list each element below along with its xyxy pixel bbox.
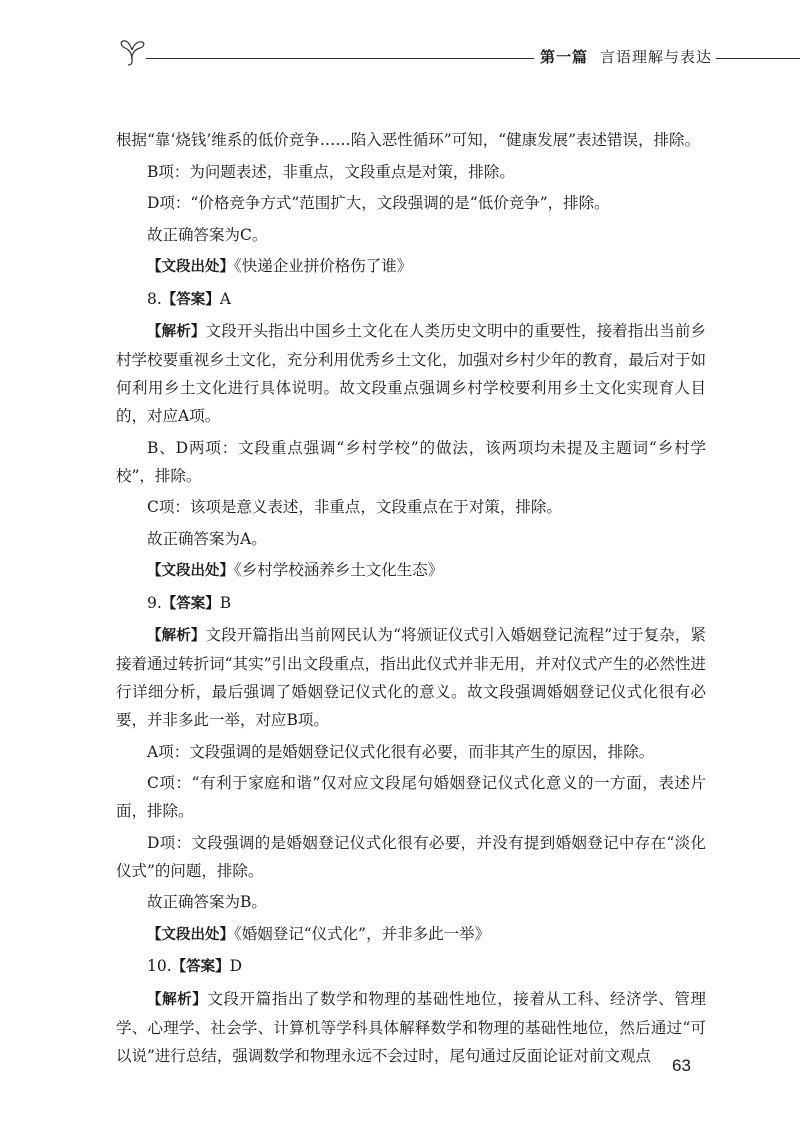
paragraph-text: 文段开篇指出当前网民认为“将颁证仪式引入婚姻登记流程”过于复杂，紧接着通过转折词“其实”引出文段重点，指出此仪式并非无用，并对仪式产生的必然性进行详细分析，最后强调了婚姻登记仪式化的意义。故文段强调婚姻登记仪式化很有必要，并非多此一举，对应B项。 xyxy=(116,626,706,729)
paragraph xyxy=(116,493,706,521)
paragraph-text: C项：该项是意义表述，非重点，文段重点在于对策，排除。 xyxy=(147,498,562,516)
header-section: 言语理解与表达 xyxy=(600,48,713,66)
paragraph xyxy=(116,126,706,154)
paragraph-text: D项：“价格竞争方式”范围扩大，文段强调的是“低价竞争”，排除。 xyxy=(147,194,610,212)
paragraph-text: 文段开篇指出了数学和物理的基础性地位，接着从工科、经济学、管理学、心理学、社会学、计算机等学科具体解释数学和物理的基础性地位，然后通过“可以说”进行总结，强调数学和物理永远不会过时，尾句通过反面论证对前文观点 xyxy=(116,989,706,1065)
tagged-paragraph xyxy=(116,589,706,618)
paragraph-text: D xyxy=(229,957,243,975)
page-body xyxy=(116,126,706,1073)
section-tag: 【文段出处】 xyxy=(147,926,234,943)
header-title xyxy=(540,46,712,67)
paragraph-text: 《快递企业拼价格伤了谁》 xyxy=(234,257,413,275)
paragraph-text: 故正确答案为A。 xyxy=(147,529,267,548)
section-tag: 【答案】 xyxy=(161,291,220,308)
section-tag: 【解析】 xyxy=(147,628,206,644)
paragraph-text: 故正确答案为C。 xyxy=(147,225,268,244)
paragraph-text: A xyxy=(219,289,231,308)
section-tag: 【文段出处】 xyxy=(147,563,234,579)
paragraph-text: B、D两项：文段重点强调“乡村学校”的做法，该两项均未提及主题词“乡村学校”，排除。 xyxy=(116,438,706,485)
running-header xyxy=(116,36,800,76)
paragraph xyxy=(116,525,706,553)
tagged-paragraph xyxy=(116,985,706,1070)
paragraph-text: 根据“靠‘烧钱’维系的低价竞争……陷入恶性循环”可知，“健康发展”表述错误，排除。 xyxy=(116,131,701,149)
paragraph-text: A项：文段强调的是婚姻登记仪式化很有必要，而非其产生的原因，排除。 xyxy=(147,742,655,761)
paragraph xyxy=(116,738,706,766)
paragraph-text: B xyxy=(219,593,232,612)
paragraph xyxy=(116,158,706,186)
paragraph-text: 《乡村学校涵养乡土文化生态》 xyxy=(234,561,444,579)
paragraph xyxy=(116,829,706,885)
paragraph-text: C项：“有利于家庭和谐”仅对应文段尾句婚姻登记仪式化意义的一方面，表述片面，排除。 xyxy=(116,774,706,820)
question-number: 10. xyxy=(147,957,172,975)
question-number: 8. xyxy=(147,289,162,308)
tagged-paragraph xyxy=(116,556,706,585)
tagged-paragraph xyxy=(116,285,706,314)
tagged-paragraph xyxy=(116,621,706,734)
paragraph-text: B项：为问题表述，非重点，文段重点是对策，排除。 xyxy=(147,162,515,181)
question-number: 9. xyxy=(147,593,162,612)
section-tag: 【文段出处】 xyxy=(147,259,234,275)
header-rule-left xyxy=(146,58,534,59)
tagged-paragraph xyxy=(116,317,706,430)
tagged-paragraph xyxy=(116,920,706,949)
sprout-icon xyxy=(116,36,150,70)
section-tag: 【解析】 xyxy=(147,324,206,340)
paragraph-text: 《婚姻登记“仪式化”，并非多此一举》 xyxy=(234,924,491,943)
paragraph xyxy=(116,769,706,825)
header-part: 第一篇 xyxy=(540,48,589,66)
paragraph-text: D项：文段强调的是婚姻登记仪式化很有必要，并没有提到婚姻登记中存在“淡化仪式”的问题，排除。 xyxy=(116,833,706,880)
paragraph xyxy=(116,888,706,916)
tagged-paragraph xyxy=(116,952,706,981)
paragraph-text: 故正确答案为B。 xyxy=(147,893,267,911)
section-tag: 【答案】 xyxy=(161,595,220,612)
paragraph xyxy=(116,221,706,249)
paragraph xyxy=(116,189,706,217)
tagged-paragraph xyxy=(116,252,706,281)
page-number: 63 xyxy=(672,1056,691,1075)
section-tag: 【答案】 xyxy=(171,959,230,975)
paragraph-text: 文段开头指出中国乡土文化在人类历史文明中的重要性，接着指出当前乡村学校要重视乡土文化，充分利用优秀乡土文化，加强对乡村少年的教育，最后对于如何利用乡土文化进行具体说明。故文段重点强调乡村学校要利用乡土文化实现育人目的，对应A项。 xyxy=(116,322,706,425)
header-rule-right xyxy=(716,58,800,59)
section-tag: 【解析】 xyxy=(147,991,208,1008)
paragraph xyxy=(116,434,706,490)
